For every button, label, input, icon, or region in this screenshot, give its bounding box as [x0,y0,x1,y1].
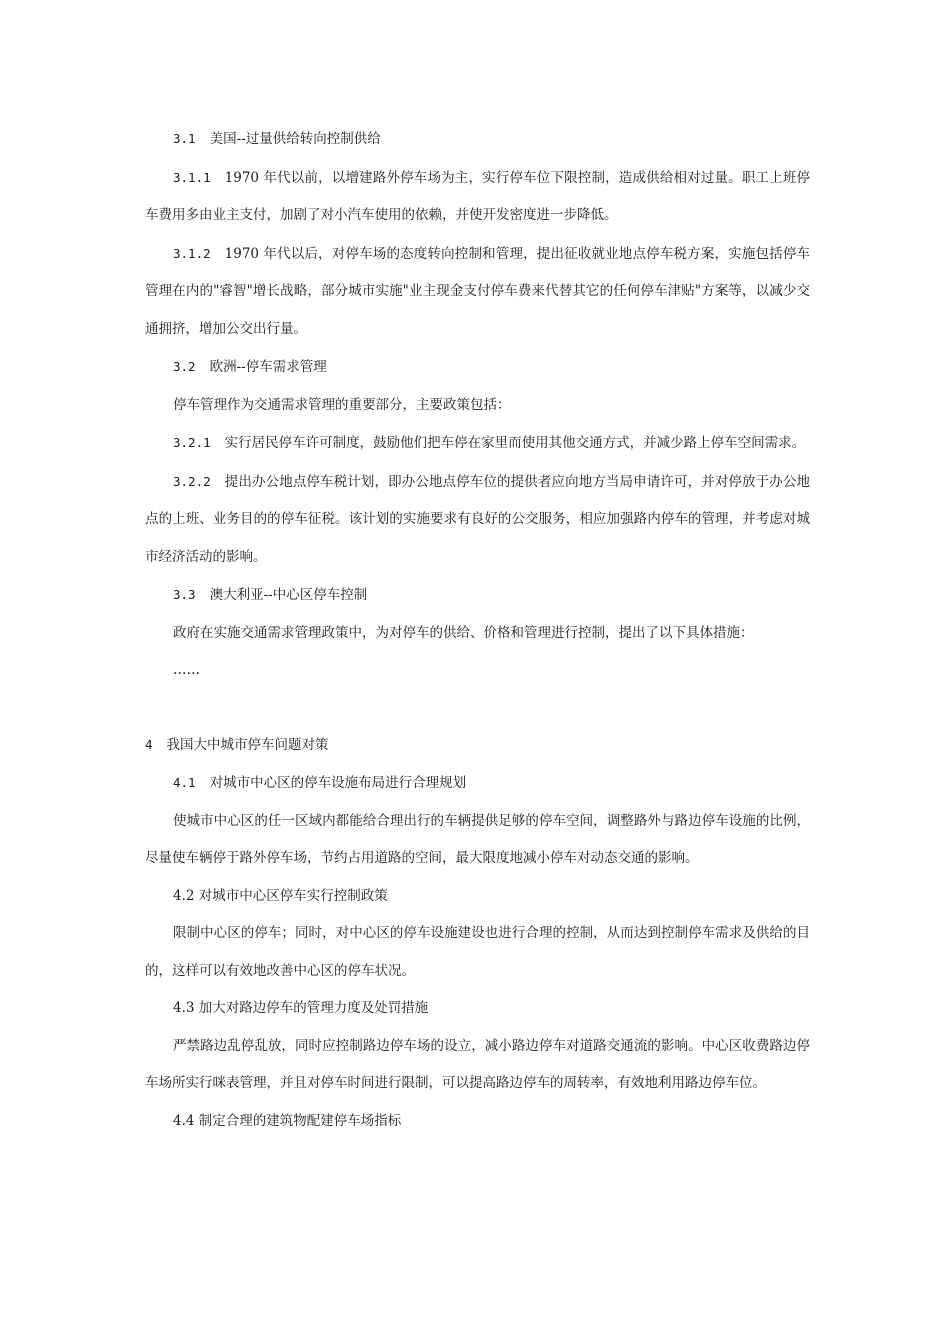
heading-3-1 [145,120,810,159]
heading-title: 我国大中城市停车问题对策 [166,736,329,753]
heading-number: 3.3 [173,587,196,602]
document-page [145,120,810,1140]
heading-4-1 [145,764,810,803]
paragraph-text: 1970 年代以前，以增建路外停车场为主，实行停车位下限控制，造成供给相对过量。职工上班停车费用多由业主支付，加剧了对小汽车使用的依赖，并使开发密度进一步降低。 [145,169,810,223]
paragraph-number: 3.2.2 [173,473,211,489]
paragraph-3-2-intro: 停车管理作为交通需求管理的重要部分，主要政策包括： [173,396,511,413]
paragraph-3-3: 政府在实施交通需求管理政策中，为对停车的供给、价格和管理进行控制，提出了以下具体措施： [173,624,754,641]
heading-number: 4 [145,736,153,752]
heading-3-3 [145,576,810,615]
paragraph-4-3: 严禁路边乱停乱放，同时应控制路边停车场的设立，减小路边停车对道路交通流的影响。中心区收费路边停车场所实行咪表管理，并且对停车时间进行限制，可以提高路边停车的周转率，有效地利用路边停车位。 [145,1037,810,1091]
heading-title: 澳大利亚--中心区停车控制 [209,587,368,603]
heading-number: 3.1 [173,131,196,146]
paragraph-number: 3.1.2 [173,245,211,261]
paragraph-number: 3.1.1 [173,169,211,185]
heading-4-3: 4.3 加大对路边停车的管理力度及处罚措施 [173,1000,429,1016]
section-gap [145,690,810,726]
heading-4-2: 4.2 对城市中心区停车实行控制政策 [173,887,388,904]
heading-title: 对城市中心区的停车设施布局进行合理规划 [209,775,467,791]
paragraph-text: 提出办公地点停车税计划，即办公地点停车位的提供者应向地方当局申请许可，并对停放于办公地点的上班、业务目的的停车征税。该计划的实施要求有良好的公交服务，相应加强路内停车的管理，并考虑对城市经济活动的影响。 [145,473,810,565]
heading-number: 3.2 [173,359,196,374]
paragraph-text: 1970 年代以后，对停车场的态度转向控制和管理，提出征收就业地点停车税方案，实施包括停车管理在内的"睿智"增长战略，部分城市实施"业主现金支付停车费来代替其它的任何停车津贴"方案等，以减少交通拥挤，增加公交出行量。 [145,245,810,337]
paragraph-4-1: 使城市中心区的任一区域内都能给合理出行的车辆提供足够的停车空间，调整路外与路边停车设施的比例，尽量使车辆停于路外停车场，节约占用道路的空间，最大限度地减小停车对动态交通的影响。 [145,812,810,866]
ellipsis: …… [173,662,200,678]
heading-title: 美国--过量供给转向控制供给 [209,131,381,147]
paragraph-4-2: 限制中心区的停车；同时，对中心区的停车设施建设也进行合理的控制，从而达到控制停车需求及供给的目的，这样可以有效地改善中心区的停车状况。 [145,925,810,979]
paragraph-text: 实行居民停车许可制度，鼓励他们把车停在家里而使用其他交通方式，并减少路上停车空间需求。 [224,435,806,451]
paragraph-3-2-2 [145,463,810,577]
paragraph-3-1-2 [145,235,810,349]
heading-3-2 [145,348,810,387]
heading-number: 4.1 [173,775,196,790]
heading-4 [145,726,810,765]
paragraph-number: 3.2.1 [173,435,211,450]
heading-4-4: 4.4 制定合理的建筑物配建停车场指标 [173,1112,402,1129]
paragraph-3-1-1 [145,159,810,235]
paragraph-3-2-1 [145,424,810,463]
heading-title: 欧洲--停车需求管理 [209,359,327,375]
